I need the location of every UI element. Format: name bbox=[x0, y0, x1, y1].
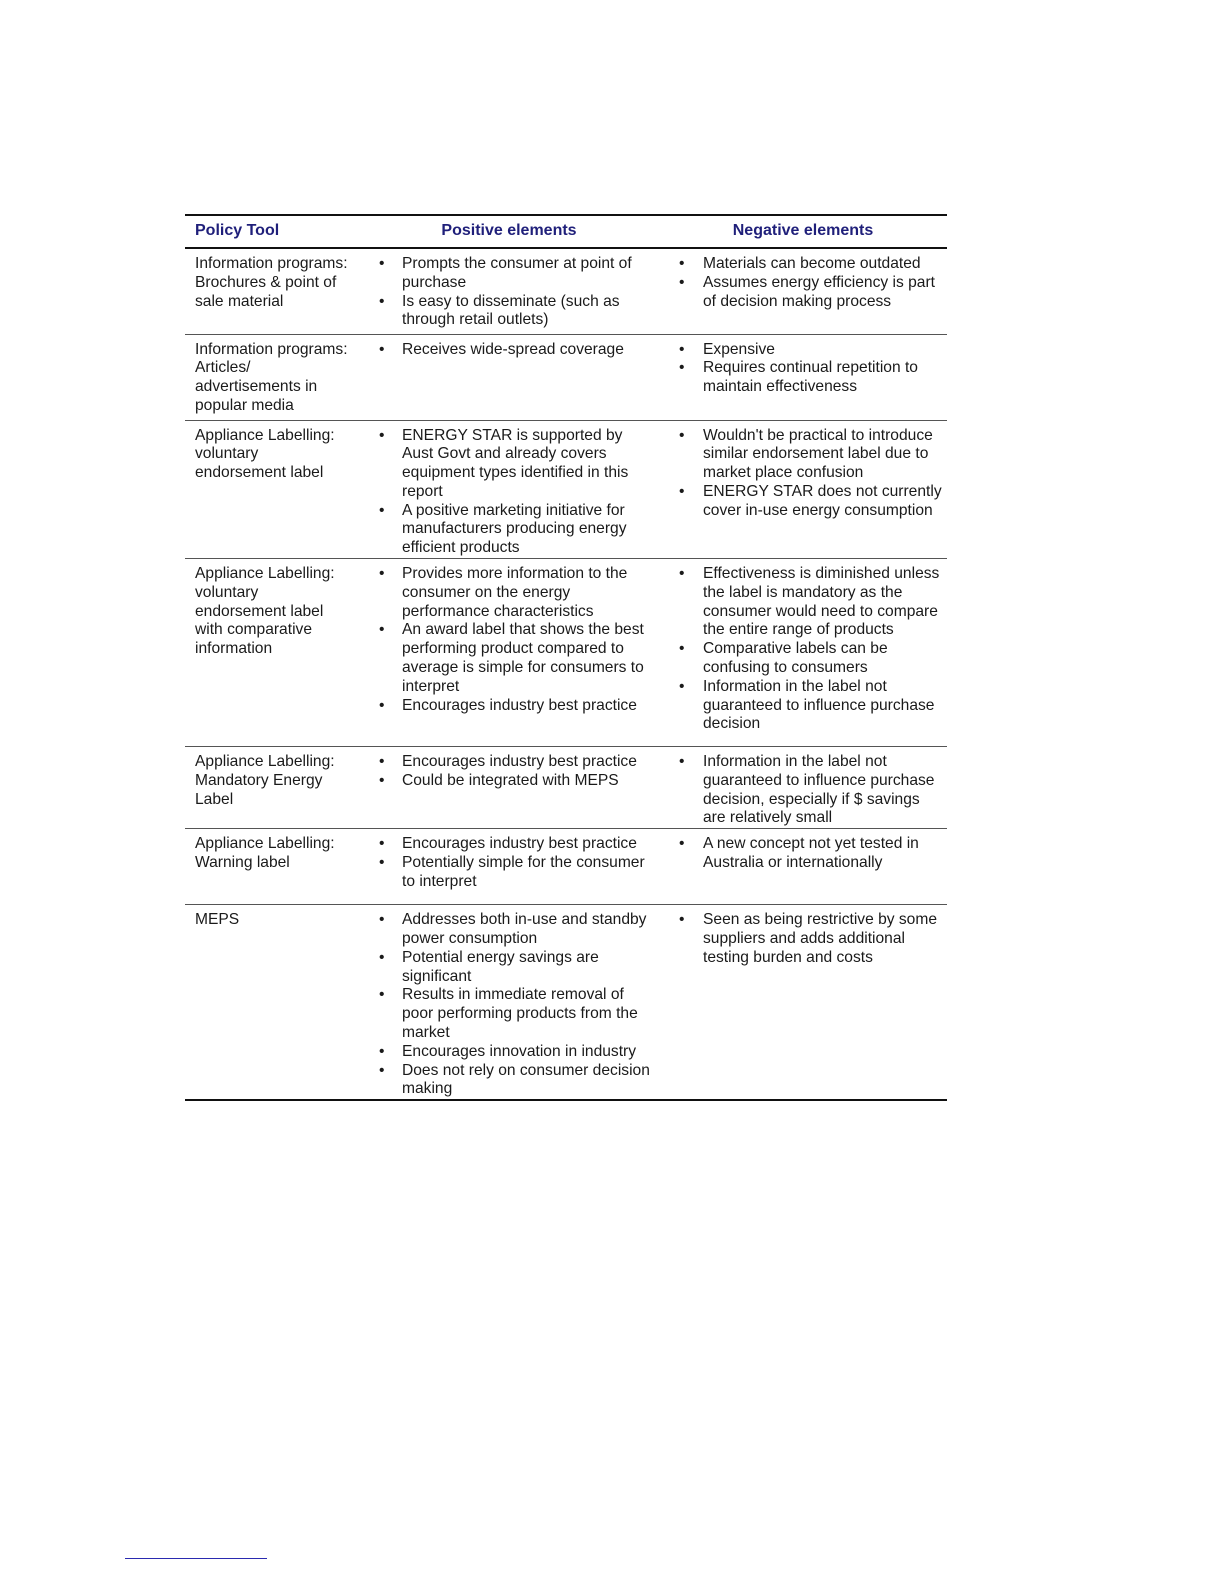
list-item: • Encourages industry best practice bbox=[359, 835, 655, 854]
list-item: • ENERGY STAR does not currently cover in-use energy consumption bbox=[659, 483, 943, 521]
policy-tool-cell: Information programs: Articles/ advertisements in popular media bbox=[185, 334, 359, 420]
negative-bullet-list bbox=[659, 255, 947, 311]
list-item: • Potentially simple for the consumer to interpret bbox=[359, 854, 655, 892]
list-item: • Comparative labels can be confusing to consumers bbox=[659, 640, 943, 678]
negative-bullet-list bbox=[659, 565, 947, 734]
list-item: • Addresses both in-use and standby power consumption bbox=[359, 911, 655, 949]
list-item: • Materials can become outdated bbox=[659, 255, 943, 274]
positive-bullet-list bbox=[359, 835, 659, 891]
policy-tool-cell: MEPS bbox=[185, 905, 359, 1100]
list-item: • Information in the label not guaranteed to influence purchase decision bbox=[659, 678, 943, 734]
positive-elements-cell bbox=[359, 559, 659, 747]
list-item: • ENERGY STAR is supported by Aust Govt and already covers equipment types identified in this report bbox=[359, 427, 655, 502]
negative-elements-cell bbox=[659, 559, 947, 747]
positive-bullet-list bbox=[359, 255, 659, 330]
footnote-separator bbox=[125, 1558, 267, 1559]
negative-bullet-list bbox=[659, 835, 947, 873]
list-item: • Is easy to disseminate (such as through retail outlets) bbox=[359, 293, 655, 331]
policy-comparison-table bbox=[185, 214, 947, 1101]
negative-bullet-list bbox=[659, 911, 947, 967]
positive-bullet-list bbox=[359, 427, 659, 559]
table-header-row bbox=[185, 215, 947, 248]
positive-elements-cell bbox=[359, 248, 659, 334]
list-item: • Encourages industry best practice bbox=[359, 697, 655, 716]
list-item: • Encourages industry best practice bbox=[359, 753, 655, 772]
table-row bbox=[185, 747, 947, 829]
policy-tool-cell: Appliance Labelling: voluntary endorsement label with comparative information bbox=[185, 559, 359, 747]
list-item: • Could be integrated with MEPS bbox=[359, 772, 655, 791]
negative-bullet-list bbox=[659, 427, 947, 521]
negative-elements-cell bbox=[659, 905, 947, 1100]
table-row bbox=[185, 905, 947, 1100]
negative-bullet-list bbox=[659, 753, 947, 828]
list-item: • Results in immediate removal of poor performing products from the market bbox=[359, 986, 655, 1042]
policy-tool-cell: Appliance Labelling: Mandatory Energy Label bbox=[185, 747, 359, 829]
list-item: • Expensive bbox=[659, 341, 943, 360]
positive-elements-cell bbox=[359, 829, 659, 905]
list-item: • Receives wide-spread coverage bbox=[359, 341, 655, 360]
list-item: • Encourages innovation in industry bbox=[359, 1043, 655, 1062]
header-negative-elements: Negative elements bbox=[659, 215, 947, 248]
positive-bullet-list bbox=[359, 753, 659, 791]
positive-bullet-list bbox=[359, 911, 659, 1099]
list-item: • An award label that shows the best performing product compared to average is simple for consumers to interpret bbox=[359, 621, 655, 696]
list-item: • Wouldn't be practical to introduce similar endorsement label due to market place confusion bbox=[659, 427, 943, 483]
policy-tool-cell: Appliance Labelling: Warning label bbox=[185, 829, 359, 905]
positive-bullet-list bbox=[359, 565, 659, 715]
list-item: • Potential energy savings are significant bbox=[359, 949, 655, 987]
positive-elements-cell bbox=[359, 905, 659, 1100]
table-row bbox=[185, 559, 947, 747]
header-positive-elements: Positive elements bbox=[359, 215, 659, 248]
negative-elements-cell bbox=[659, 334, 947, 420]
list-item: • A new concept not yet tested in Australia or internationally bbox=[659, 835, 943, 873]
policy-tool-cell: Appliance Labelling: voluntary endorsement label bbox=[185, 420, 359, 559]
policy-tool-cell: Information programs: Brochures & point of sale material bbox=[185, 248, 359, 334]
positive-bullet-list bbox=[359, 341, 659, 360]
table-row bbox=[185, 334, 947, 420]
table-row bbox=[185, 829, 947, 905]
list-item: • Seen as being restrictive by some suppliers and adds additional testing burden and costs bbox=[659, 911, 943, 967]
list-item: • Provides more information to the consumer on the energy performance characteristics bbox=[359, 565, 655, 621]
negative-bullet-list bbox=[659, 341, 947, 397]
list-item: • Does not rely on consumer decision making bbox=[359, 1062, 655, 1100]
positive-elements-cell bbox=[359, 747, 659, 829]
table-row bbox=[185, 420, 947, 559]
table-row bbox=[185, 248, 947, 334]
negative-elements-cell bbox=[659, 248, 947, 334]
list-item: • Effectiveness is diminished unless the label is mandatory as the consumer would need to compare the entire range of products bbox=[659, 565, 943, 640]
list-item: • Information in the label not guaranteed to influence purchase decision, especially if $ savings are relatively small bbox=[659, 753, 943, 828]
positive-elements-cell bbox=[359, 420, 659, 559]
negative-elements-cell bbox=[659, 420, 947, 559]
list-item: • Assumes energy efficiency is part of decision making process bbox=[659, 274, 943, 312]
header-policy-tool: Policy Tool bbox=[185, 215, 359, 248]
positive-elements-cell bbox=[359, 334, 659, 420]
list-item: • Prompts the consumer at point of purchase bbox=[359, 255, 655, 293]
negative-elements-cell bbox=[659, 829, 947, 905]
negative-elements-cell bbox=[659, 747, 947, 829]
list-item: • A positive marketing initiative for manufacturers producing energy efficient products bbox=[359, 502, 655, 558]
list-item: • Requires continual repetition to maintain effectiveness bbox=[659, 359, 943, 397]
